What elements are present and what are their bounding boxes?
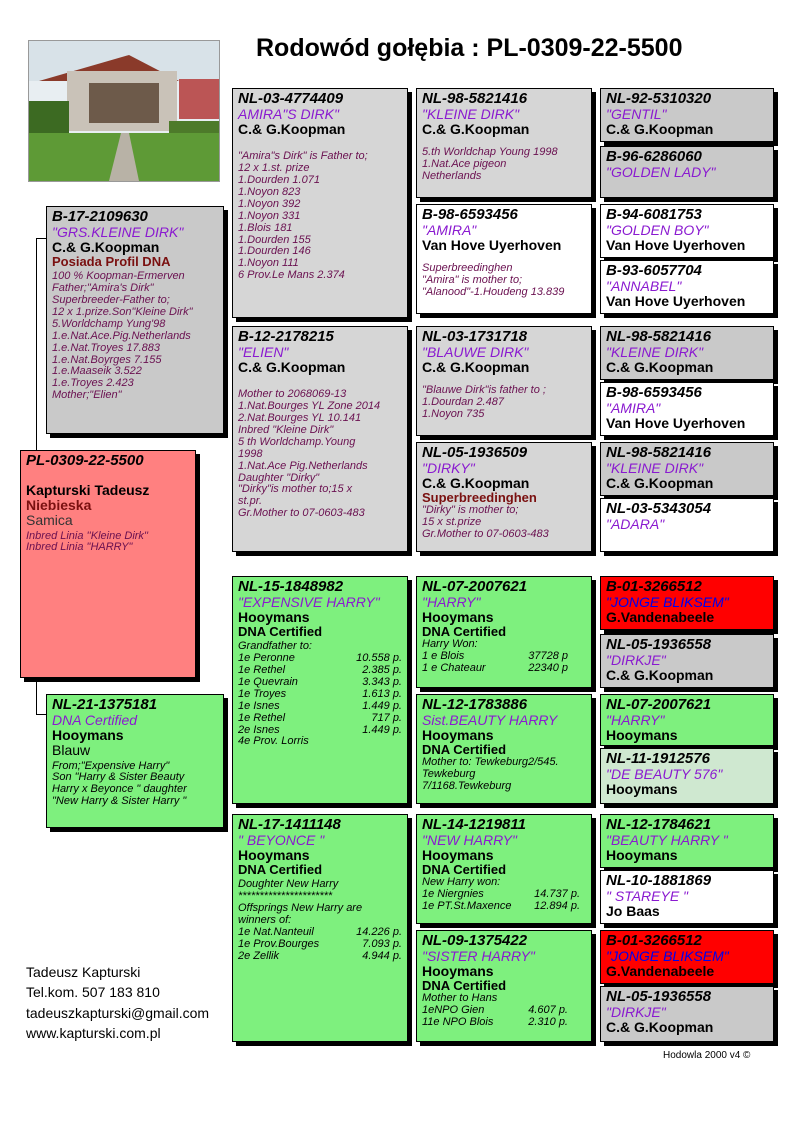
subject-note: Inbred Linia "HARRY" bbox=[26, 541, 133, 554]
great-grandparent-card[interactable] bbox=[416, 442, 592, 552]
dna-label: DNA Certified bbox=[238, 862, 323, 878]
ring-number: B-01-3266512 bbox=[606, 578, 702, 595]
dna-label: DNA Certified bbox=[238, 624, 323, 640]
notes: Superbreedinghen "Amira" is mother to; "Alanood"-1.Houdeng 13.839 bbox=[422, 262, 565, 299]
ring-number: NL-14-1219811 bbox=[422, 816, 526, 833]
pigeon-name: " STAREYE " bbox=[606, 888, 689, 905]
page-title: Rodowód gołębia : PL-0309-22-5500 bbox=[256, 34, 683, 62]
great-grandparent-card[interactable] bbox=[416, 204, 592, 314]
ring-number: B-96-6286060 bbox=[606, 148, 702, 165]
pigeon-name: "KLEINE DIRK" bbox=[606, 460, 704, 477]
ancestor-card[interactable] bbox=[600, 204, 774, 258]
pigeon-name: "ELIEN" bbox=[238, 344, 289, 361]
subject-color: Niebieska bbox=[26, 497, 92, 514]
pigeon-name: "ADARA" bbox=[606, 516, 665, 533]
pigeon-name: "BLAUWE DIRK" bbox=[422, 344, 529, 361]
pigeon-name: "KLEINE DIRK" bbox=[606, 344, 704, 361]
pigeon-name: "KLEINE DIRK" bbox=[422, 106, 520, 123]
contact-phone: Tel.kom. 507 183 810 bbox=[26, 984, 160, 1001]
great-grandparent-card[interactable] bbox=[416, 326, 592, 436]
contact-email[interactable]: tadeuszkapturski@gmail.com bbox=[26, 1004, 210, 1021]
great-grandparent-card[interactable] bbox=[416, 814, 592, 924]
subject-note: Inbred Linia ''Kleine Dirk'' bbox=[26, 529, 149, 542]
sire-owner: C.& G.Koopman bbox=[52, 239, 160, 256]
ring-number: NL-98-5821416 bbox=[606, 328, 712, 345]
grandparent-card[interactable] bbox=[232, 814, 408, 1042]
contact-website[interactable]: www.kapturski.com.pl bbox=[26, 1024, 161, 1041]
ring-number: B-12-2178215 bbox=[238, 328, 334, 345]
owner: C.& G.Koopman bbox=[422, 475, 530, 492]
ring-number: NL-98-5821416 bbox=[422, 90, 528, 107]
dna-label: DNA Certified bbox=[422, 624, 507, 640]
notes: Doughter New Harry ********************** Offsprings New Harry are winners of: 1e Nat.Nanteuil 14.226 p. 1e Prov.Bourges 7.093 p. 2e Zellik 4.944 p. bbox=[238, 878, 402, 962]
ancestor-card[interactable] bbox=[600, 442, 774, 496]
ring-number: NL-17-1411148 bbox=[238, 816, 341, 833]
subject-ring: PL-0309-22-5500 bbox=[26, 452, 144, 469]
dam-notes: From;"Expensive Harry" Son "Harry & Sister Beauty Harry x Beyonce " daughter "New Harry & Sister Harry " bbox=[52, 759, 187, 808]
contact-block bbox=[26, 962, 209, 1043]
ancestor-card[interactable] bbox=[600, 88, 774, 142]
grandparent-card[interactable] bbox=[232, 326, 408, 552]
ring-number: NL-07-2007621 bbox=[606, 696, 712, 713]
ring-number: NL-03-4774409 bbox=[238, 90, 344, 107]
pigeon-name: "JONGE BLIKSEM" bbox=[606, 948, 729, 965]
contact-name: Tadeusz Kapturski bbox=[26, 964, 141, 980]
ring-number: B-98-6593456 bbox=[422, 206, 518, 223]
connector-line bbox=[36, 676, 37, 714]
ring-number: NL-07-2007621 bbox=[422, 578, 528, 595]
ancestor-card[interactable] bbox=[600, 146, 774, 198]
notes: Mother to: Tewkeburg2/545. Tewkeburg 7/1168.Tewkeburg bbox=[422, 756, 559, 793]
owner: C.& G.Koopman bbox=[422, 359, 530, 376]
owner: C.& G.Koopman bbox=[606, 1019, 714, 1036]
sire-notes: 100 % Koopman-Ermerven Father;"Amira's Dirk" Superbreeder-Father to; 12 x 1.prize.Son"Kleine Dirk" 5.Worldchamp Yung'98 1.e.Nat.Ace.Pig.Netherlands 1.e.Nat.Troyes 17.883 1.e.Nat.Boyrges 7.155 1.e.Maaseik 3.522 1.e.Troyes 2.423 Mother;"Elien" bbox=[52, 270, 193, 402]
ancestor-card[interactable] bbox=[600, 930, 774, 984]
ring-number: NL-09-1375422 bbox=[422, 932, 528, 949]
owner: C.& G.Koopman bbox=[238, 121, 346, 138]
pigeon-name: "DE BEAUTY 576" bbox=[606, 766, 723, 783]
connector-line bbox=[36, 238, 46, 239]
ring-number: NL-10-1881869 bbox=[606, 872, 712, 889]
pigeon-name: "GOLDEN BOY" bbox=[606, 222, 709, 239]
pigeon-name: "NEW HARRY" bbox=[422, 832, 517, 849]
owner: Hooymans bbox=[238, 847, 310, 864]
ring-number: NL-05-1936558 bbox=[606, 636, 712, 653]
dna-label: DNA Certified bbox=[422, 742, 507, 758]
pigeon-name: "JONGE BLIKSEM" bbox=[606, 594, 729, 611]
pigeon-name: "AMIRA" bbox=[606, 400, 661, 417]
ancestor-card[interactable] bbox=[600, 498, 774, 552]
ring-number: NL-05-1936558 bbox=[606, 988, 712, 1005]
pigeon-name: "AMIRA" bbox=[422, 222, 477, 239]
pigeon-name: "HARRY" bbox=[422, 594, 481, 611]
notes: Mother to Hans 1eNPO Gien 4.607 p. 11e NPO Blois 2.310 p. bbox=[422, 992, 568, 1029]
ancestor-card[interactable] bbox=[600, 634, 774, 688]
subject-card[interactable] bbox=[20, 450, 196, 678]
ancestor-card[interactable] bbox=[600, 694, 774, 746]
pigeon-name: " BEYONCE " bbox=[238, 832, 325, 849]
notes: New Harry won: 1e Niergnies 14.737 p. 1e PT.St.Maxence 12.894 p. bbox=[422, 876, 580, 913]
subject-owner: Kapturski Tadeusz bbox=[26, 482, 150, 499]
ring-number: B-01-3266512 bbox=[606, 932, 702, 949]
pigeon-name: AMIRA"S DIRK" bbox=[238, 106, 339, 123]
pigeon-name: "GENTIL" bbox=[606, 106, 667, 123]
owner: Hooymans bbox=[606, 781, 678, 798]
sire-ring: B-17-2109630 bbox=[52, 208, 148, 225]
ancestor-card[interactable] bbox=[600, 748, 774, 804]
sire-dna: Posiada Profil DNA bbox=[52, 254, 171, 270]
owner: Jo Baas bbox=[606, 903, 660, 920]
grandparent-card[interactable] bbox=[232, 576, 408, 804]
great-grandparent-card[interactable] bbox=[416, 88, 592, 198]
dam-name: DNA Certified bbox=[52, 712, 138, 729]
pigeon-name: "EXPENSIVE HARRY" bbox=[238, 594, 380, 611]
dna-label: Superbreedinghen bbox=[422, 490, 537, 506]
pigeon-name: "ANNABEL" bbox=[606, 278, 682, 295]
owner: G.Vandenabeele bbox=[606, 609, 715, 626]
owner: Van Hove Uyerhoven bbox=[606, 415, 746, 432]
owner: Hooymans bbox=[606, 727, 678, 744]
ancestor-card[interactable] bbox=[600, 260, 774, 314]
connector-line bbox=[36, 714, 46, 715]
ring-number: B-98-6593456 bbox=[606, 384, 702, 401]
dam-card[interactable] bbox=[46, 694, 224, 828]
ring-number: NL-15-1848982 bbox=[238, 578, 344, 595]
dam-owner: Hooymans bbox=[52, 727, 124, 744]
ring-number: NL-12-1784621 bbox=[606, 816, 712, 833]
owner: C.& G.Koopman bbox=[606, 475, 714, 492]
great-grandparent-card[interactable] bbox=[416, 694, 592, 804]
ancestor-card[interactable] bbox=[600, 870, 774, 924]
great-grandparent-card[interactable] bbox=[416, 930, 592, 1042]
ancestor-card[interactable] bbox=[600, 382, 774, 436]
ring-number: NL-98-5821416 bbox=[606, 444, 712, 461]
pigeon-name: "SISTER HARRY" bbox=[422, 948, 535, 965]
notes: "Dirky" is mother to; 15 x st.prize Gr.Mother to 07-0603-483 bbox=[422, 504, 549, 541]
owner: G.Vandenabeele bbox=[606, 963, 715, 980]
owner: Van Hove Uyerhoven bbox=[422, 237, 562, 254]
pigeon-name: "DIRKY" bbox=[422, 460, 475, 477]
ring-number: NL-11-1912576 bbox=[606, 750, 710, 767]
dna-label: DNA Certified bbox=[422, 978, 507, 994]
ancestor-card[interactable] bbox=[600, 986, 774, 1042]
pigeon-name: Sist.BEAUTY HARRY bbox=[422, 712, 558, 729]
owner: Hooymans bbox=[422, 727, 494, 744]
notes: Harry Won: 1 e Blois 37728 p 1 e Chateaur 22340 p bbox=[422, 638, 568, 675]
owner: C.& G.Koopman bbox=[606, 667, 714, 684]
ring-number: B-93-6057704 bbox=[606, 262, 702, 279]
ring-number: B-94-6081753 bbox=[606, 206, 702, 223]
owner: Hooymans bbox=[422, 847, 494, 864]
loft-photo bbox=[28, 40, 220, 182]
ancestor-card[interactable] bbox=[600, 576, 774, 630]
great-grandparent-card[interactable] bbox=[416, 576, 592, 688]
sire-name: "GRS.KLEINE DIRK" bbox=[52, 224, 184, 241]
owner: C.& G.Koopman bbox=[422, 121, 530, 138]
owner: C.& G.Koopman bbox=[606, 359, 714, 376]
pigeon-name: "HARRY" bbox=[606, 712, 665, 729]
ring-number: NL-12-1783886 bbox=[422, 696, 528, 713]
pigeon-name: "DIRKJE" bbox=[606, 652, 666, 669]
connector-line bbox=[36, 238, 37, 456]
ancestor-card[interactable] bbox=[600, 326, 774, 380]
owner: Hooymans bbox=[422, 609, 494, 626]
owner: Hooymans bbox=[606, 847, 678, 864]
ancestor-card[interactable] bbox=[600, 814, 774, 868]
pigeon-name: "BEAUTY HARRY " bbox=[606, 832, 728, 849]
ring-number: NL-03-1731718 bbox=[422, 328, 528, 345]
pigeon-name: "GOLDEN LADY" bbox=[606, 164, 716, 181]
owner: C.& G.Koopman bbox=[238, 359, 346, 376]
ring-number: NL-03-5343054 bbox=[606, 500, 712, 517]
ring-number: NL-92-5310320 bbox=[606, 90, 712, 107]
owner: Hooymans bbox=[422, 963, 494, 980]
owner: Van Hove Uyerhoven bbox=[606, 293, 746, 310]
pigeon-name: "DIRKJE" bbox=[606, 1004, 666, 1021]
ring-number: NL-05-1936509 bbox=[422, 444, 528, 461]
sire-card[interactable] bbox=[46, 206, 224, 434]
notes: "Blauwe Dirk"is father to ; 1.Dourdan 2.487 1.Noyon 735 bbox=[422, 384, 546, 421]
notes: 5.th Worldchap Young 1998 1.Nat.Ace pigeon Netherlands bbox=[422, 146, 558, 183]
owner: Hooymans bbox=[238, 609, 310, 626]
notes: Mother to 2068069-13 1.Nat.Bourges YL Zone 2014 2.Nat.Bourges YL 10.141 Inbred "Kleine Dirk" 5 th Worldchamp.Young 1998 1.Nat.Ace Pig.Netherlands Daughter "Dirky" "Dirky"is mother to;15 x st.pr. Gr.Mother to 07-0603-483 bbox=[238, 388, 381, 520]
dam-color: Blauw bbox=[52, 742, 91, 759]
subject-sex: Samica bbox=[26, 512, 73, 529]
owner: C.& G.Koopman bbox=[606, 121, 714, 138]
dam-ring: NL-21-1375181 bbox=[52, 696, 158, 713]
notes: "Amira"s Dirk" is Father to; 12 x 1.st. prize 1.Dourden 1.071 1.Noyon 823 1.Noyon 392 1.Noyon 331 1.Blois 181 1.Dourden 155 1.Dourden 146 1.Noyon 111 6 Prov.Le Mans 2.374 bbox=[238, 150, 368, 282]
software-mark: Hodowla 2000 v4 © bbox=[663, 1050, 751, 1061]
owner: Van Hove Uyerhoven bbox=[606, 237, 746, 254]
notes: Grandfather to: 1e Peronne 10.558 p. 1e Rethel 2.385 p. 1e Quevrain 3.343 p. 1e Troyes 1.613 p. 1e Isnes 1.449 p. 1e Rethel 717 p. 2e Isnes 1.449 p. 4e Prov. Lorris bbox=[238, 640, 402, 748]
grandparent-card[interactable] bbox=[232, 88, 408, 318]
dna-label: DNA Certified bbox=[422, 862, 507, 878]
